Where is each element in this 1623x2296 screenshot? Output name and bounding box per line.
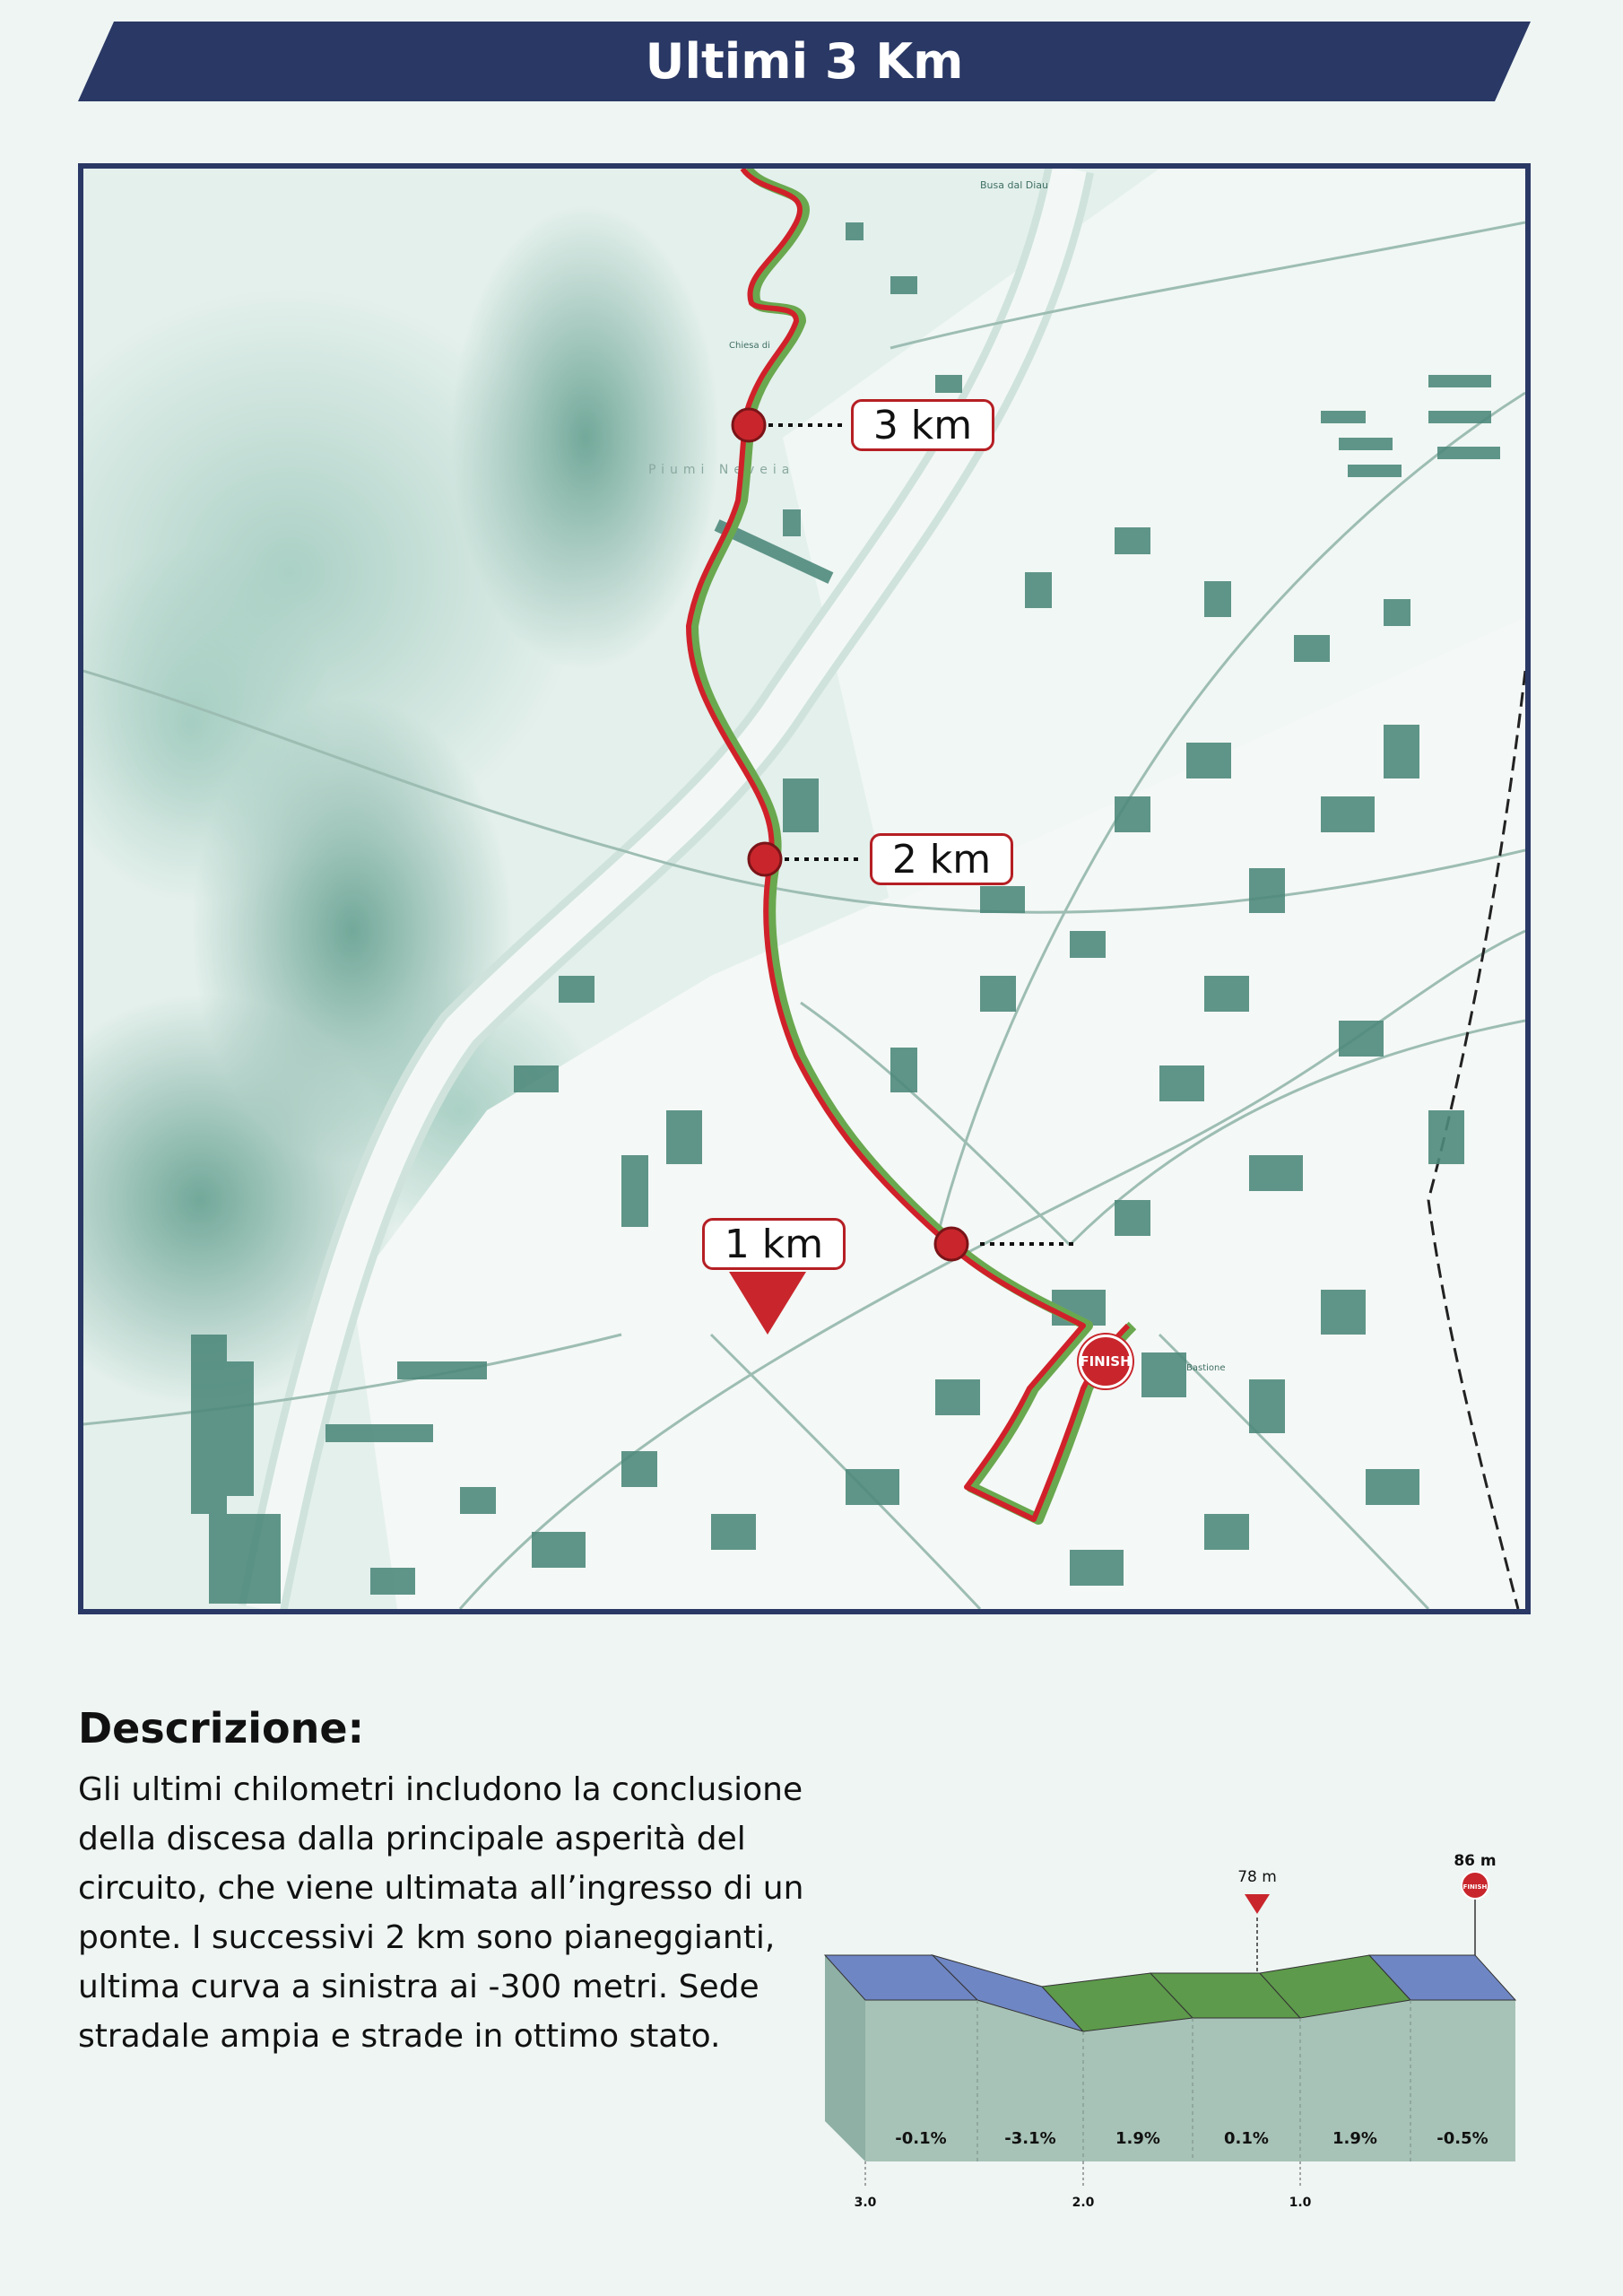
km-label-2: 2 km: [870, 833, 1013, 885]
gradient-label: 1.9%: [1115, 2129, 1160, 2148]
axis-tick-label: 1.0: [1289, 2196, 1312, 2210]
gradient-label: -3.1%: [1004, 2129, 1056, 2148]
finish-badge-icon: FINISH: [1079, 1335, 1133, 1388]
place-name: Piumi Neveia: [648, 463, 795, 477]
gradient-label: 1.9%: [1332, 2129, 1377, 2148]
description-title: Descrizione:: [78, 1704, 364, 1752]
title-banner: [78, 22, 1531, 101]
red-dot-icon: [749, 843, 781, 875]
gradient-label: -0.1%: [895, 2129, 947, 2148]
gradient-label: -0.5%: [1436, 2129, 1488, 2148]
red-dot-icon: [935, 1228, 968, 1260]
elevation-profile: [807, 1839, 1524, 2224]
place-name: Busa dal Diau: [980, 179, 1049, 191]
page-title: Ultimi 3 Km: [645, 33, 964, 90]
description-text: Gli ultimi chilometri includono la conclusione della discesa dalla principale asperità del circuito, che viene ultimata all’ingresso di un ponte. I successivi 2 km sono pianeggianti, ultima curva a sinistra ai -300 metri. Sede stradale ampia e strade in ottimo stato.: [78, 1771, 804, 2055]
axis-tick-label: 3.0: [854, 2196, 877, 2210]
finish-badge-label: FINISH: [1462, 1883, 1488, 1891]
place-name: Bastione: [1186, 1363, 1226, 1373]
profile-canvas: [807, 1839, 1524, 2224]
route-map: [78, 163, 1531, 1614]
axis-tick-label: 2.0: [1072, 2196, 1095, 2210]
gradient-label: 0.1%: [1224, 2129, 1269, 2148]
km-label-3: 3 km: [851, 399, 994, 451]
low-point-altitude: 78 m: [1237, 1868, 1277, 1886]
map-canvas: [83, 169, 1525, 1609]
km-label-1: 1 km: [702, 1218, 846, 1270]
place-name: Chiesa di: [729, 341, 770, 351]
triangle-marker-icon: [1245, 1894, 1270, 1914]
red-dot-icon: [733, 409, 765, 441]
finish-altitude: 86 m: [1454, 1852, 1497, 1870]
